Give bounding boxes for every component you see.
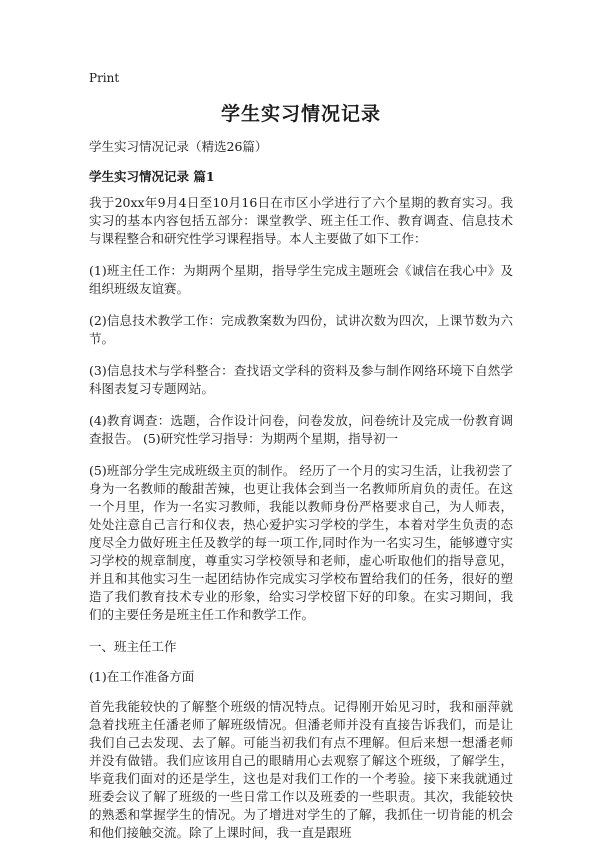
paragraph-item-1: (1)班主任工作：为期两个星期，指导学生完成主题班会《诚信在我心中》及组织班级友谊赛。 bbox=[89, 263, 513, 296]
paragraph-body: 首先我能较快的了解整个班级的情况特点。记得刚开始见习时，我和丽萍就急着找班主任潘老师了解班级情况。但潘老师并没有直接告诉我们，而是让我们自己去发现、去了解。可能当初我们有点不理解。但后来想一想潘老师并没有做错。我们应该用自己的眼睛用心去观察了解这个班级，了解学生，毕竟我们面对的还是学生，这也是对我们工作的一个考验。接下来我就通过班委会议了解了班级的一些日常工作以及班委的一些职责。其次，我能较快的熟悉和掌握学生的情况。为了增进对学生的了解，我抓住一切肯能的机会和他们接触交流。除了上课时间，我一直是跟班 bbox=[89, 699, 513, 840]
section-heading: 学生实习情况记录 篇1 bbox=[89, 169, 215, 184]
paragraph-intro: 我于20xx年9月4日至10月16日在市区小学进行了六个星期的教育实习。我实习的基本内容包括五部分：课堂教学、班主任工作、教育调查、信息技术与课程整合和研究性学习课程指导。本人主要做了如下工作： bbox=[89, 195, 513, 246]
paragraph-item-5: (5)班部分学生完成班级主页的制作。 经历了一个月的实习生活，让我初尝了身为一名教师的酸甜苦辣，也更让我体会到当一名教师所肩负的责任。在这一个月里，作为一名实习教师，我能以教师身份严格要求自己，为人师表，处处注意自己言行和仪表，热心爱护实习学校的学生，本着对学生负责的态度尽全力做好班主任及教学的每一项工作,同时作为一名实习生，能够遵守实习学校的规章制度，尊重实习学校领导和老师，虚心听取他们的指导意见，并且和其他实习生一起团结协作完成实习学校布置给我们的任务，很好的塑造了我们教育技术专业的形象，给实习学校留下好的印象。在实习期间，我们的主要任务是班主任工作和教学工作。 bbox=[89, 463, 513, 622]
page-title: 学生实习情况记录 bbox=[220, 103, 381, 125]
print-link[interactable]: Print bbox=[89, 71, 120, 85]
subsection-subheading: (1)在工作准备方面 bbox=[89, 669, 195, 684]
paragraph-item-4: (4)教育调查：选题，合作设计问卷，问卷发放，问卷统计及完成一份教育调查报告。 (5)研究性学习指导：为期两个星期，指导初一 bbox=[89, 413, 513, 446]
paragraph-item-2: (2)信息技术教学工作：完成教案数为四份，试讲次数为四次，上课节数为六节。 bbox=[89, 313, 513, 346]
subsection-heading: 一、班主任工作 bbox=[89, 639, 177, 654]
paragraph-item-3: (3)信息技术与学科整合：查找语文学科的资料及参与制作网络环境下自然学科图表复习专题网站。 bbox=[89, 363, 513, 396]
document-subtitle: 学生实习情况记录（精选26篇） bbox=[89, 139, 268, 154]
document-page bbox=[89, 70, 513, 856]
